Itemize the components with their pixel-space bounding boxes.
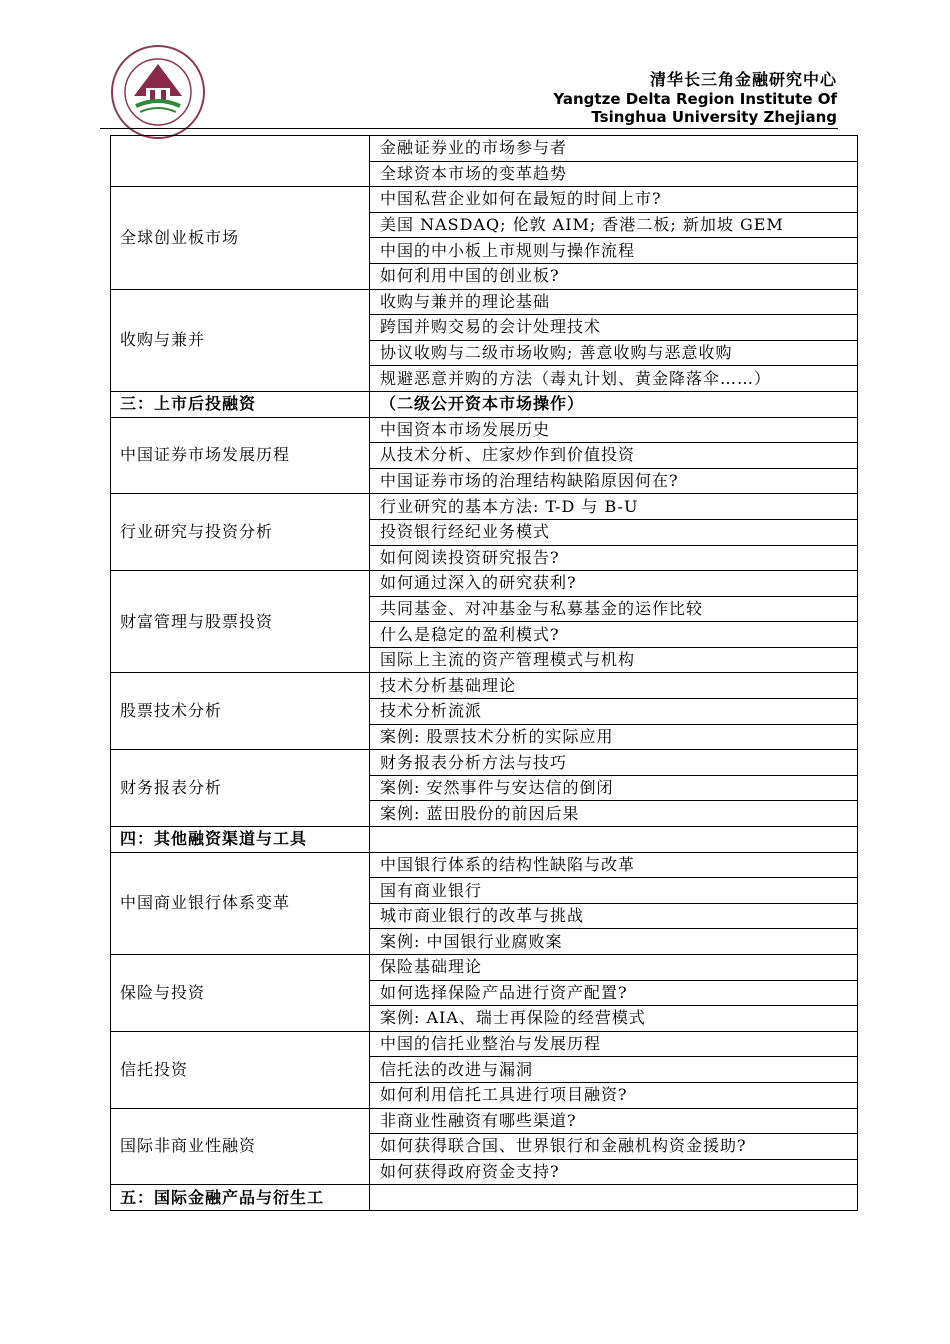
section-title: 三：上市后投融资	[111, 391, 370, 417]
item-cell: 国际上主流的资产管理模式与机构	[370, 647, 858, 673]
item-cell: 中国证券市场的治理结构缺陷原因何在?	[370, 468, 858, 494]
table-row	[111, 673, 858, 699]
topic-cell: 中国商业银行体系变革	[111, 852, 370, 954]
header-divider	[100, 128, 838, 129]
item-cell: 如何阅读投资研究报告?	[370, 545, 858, 571]
section-note: （二级公开资本市场操作）	[370, 391, 858, 417]
item-cell: 行业研究的基本方法: T-D 与 B-U	[370, 494, 858, 520]
item-cell: 如何利用信托工具进行项目融资?	[370, 1082, 858, 1108]
item-cell: 中国银行体系的结构性缺陷与改革	[370, 852, 858, 878]
topic-cell: 全球创业板市场	[111, 187, 370, 289]
table-row	[111, 187, 858, 213]
topic-cell: 收购与兼并	[111, 289, 370, 391]
section-note	[370, 827, 858, 853]
table-row	[111, 417, 858, 443]
item-cell: 案例: 安然事件与安达信的倒闭	[370, 775, 858, 801]
table-row	[111, 852, 858, 878]
section-note	[370, 1185, 858, 1211]
institute-logo	[110, 44, 206, 140]
item-cell: 财务报表分析方法与技巧	[370, 750, 858, 776]
section-row	[111, 391, 858, 417]
table-row	[111, 571, 858, 597]
item-cell: 美国 NASDAQ; 伦敦 AIM; 香港二板; 新加坡 GEM	[370, 212, 858, 238]
item-cell: 规避恶意并购的方法（毒丸计划、黄金降落伞……）	[370, 366, 858, 392]
topic-cell: 信托投资	[111, 1031, 370, 1108]
topic-cell: 行业研究与投资分析	[111, 494, 370, 571]
item-cell: 信托法的改进与漏洞	[370, 1057, 858, 1083]
topic-cell: 中国证券市场发展历程	[111, 417, 370, 494]
table-row	[111, 136, 858, 162]
item-cell: 什么是稳定的盈利模式?	[370, 622, 858, 648]
institute-name-en-line2: Tsinghua University Zhejiang	[591, 108, 837, 126]
item-cell: 案例: AIA、瑞士再保险的经营模式	[370, 1006, 858, 1032]
institute-name-cn: 清华长三角金融研究中心	[649, 70, 837, 89]
item-cell: 投资银行经纪业务模式	[370, 519, 858, 545]
section-row	[111, 827, 858, 853]
section-row	[111, 1185, 858, 1211]
item-cell: 案例: 中国银行业腐败案	[370, 929, 858, 955]
item-cell: 城市商业银行的改革与挑战	[370, 903, 858, 929]
topic-cell	[111, 136, 370, 187]
curriculum-table	[110, 135, 858, 1211]
item-cell: 如何获得政府资金支持?	[370, 1159, 858, 1185]
item-cell: 案例: 股票技术分析的实际应用	[370, 724, 858, 750]
table-row	[111, 494, 858, 520]
table-row	[111, 289, 858, 315]
item-cell: 共同基金、对冲基金与私募基金的运作比较	[370, 596, 858, 622]
item-cell: 如何获得联合国、世界银行和金融机构资金援助?	[370, 1134, 858, 1160]
item-cell: 技术分析流派	[370, 699, 858, 725]
topic-cell: 国际非商业性融资	[111, 1108, 370, 1185]
table-row	[111, 955, 858, 981]
table-row	[111, 1031, 858, 1057]
table-row	[111, 750, 858, 776]
item-cell: 从技术分析、庄家炒作到价值投资	[370, 443, 858, 469]
item-cell: 中国私营企业如何在最短的时间上市?	[370, 187, 858, 213]
section-title: 五：国际金融产品与衍生工	[111, 1185, 370, 1211]
item-cell: 收购与兼并的理论基础	[370, 289, 858, 315]
topic-cell: 股票技术分析	[111, 673, 370, 750]
item-cell: 全球资本市场的变革趋势	[370, 161, 858, 187]
item-cell: 中国的信托业整治与发展历程	[370, 1031, 858, 1057]
section-title: 四：其他融资渠道与工具	[111, 827, 370, 853]
item-cell: 协议收购与二级市场收购; 善意收购与恶意收购	[370, 340, 858, 366]
item-cell: 如何通过深入的研究获利?	[370, 571, 858, 597]
topic-cell: 财富管理与股票投资	[111, 571, 370, 673]
item-cell: 国有商业银行	[370, 878, 858, 904]
curriculum-body	[111, 136, 858, 1211]
item-cell: 案例: 蓝田股份的前因后果	[370, 801, 858, 827]
institute-name-en-line1: Yangtze Delta Region Institute Of	[553, 90, 837, 108]
item-cell: 保险基础理论	[370, 955, 858, 981]
topic-cell: 财务报表分析	[111, 750, 370, 827]
item-cell: 金融证券业的市场参与者	[370, 136, 858, 162]
item-cell: 如何利用中国的创业板?	[370, 263, 858, 289]
item-cell: 非商业性融资有哪些渠道?	[370, 1108, 858, 1134]
institute-header	[553, 70, 837, 126]
table-row	[111, 1108, 858, 1134]
item-cell: 中国的中小板上市规则与操作流程	[370, 238, 858, 264]
item-cell: 中国资本市场发展历史	[370, 417, 858, 443]
institute-seal-icon	[110, 44, 206, 140]
item-cell: 如何选择保险产品进行资产配置?	[370, 980, 858, 1006]
item-cell: 跨国并购交易的会计处理技术	[370, 315, 858, 341]
item-cell: 技术分析基础理论	[370, 673, 858, 699]
topic-cell: 保险与投资	[111, 955, 370, 1032]
